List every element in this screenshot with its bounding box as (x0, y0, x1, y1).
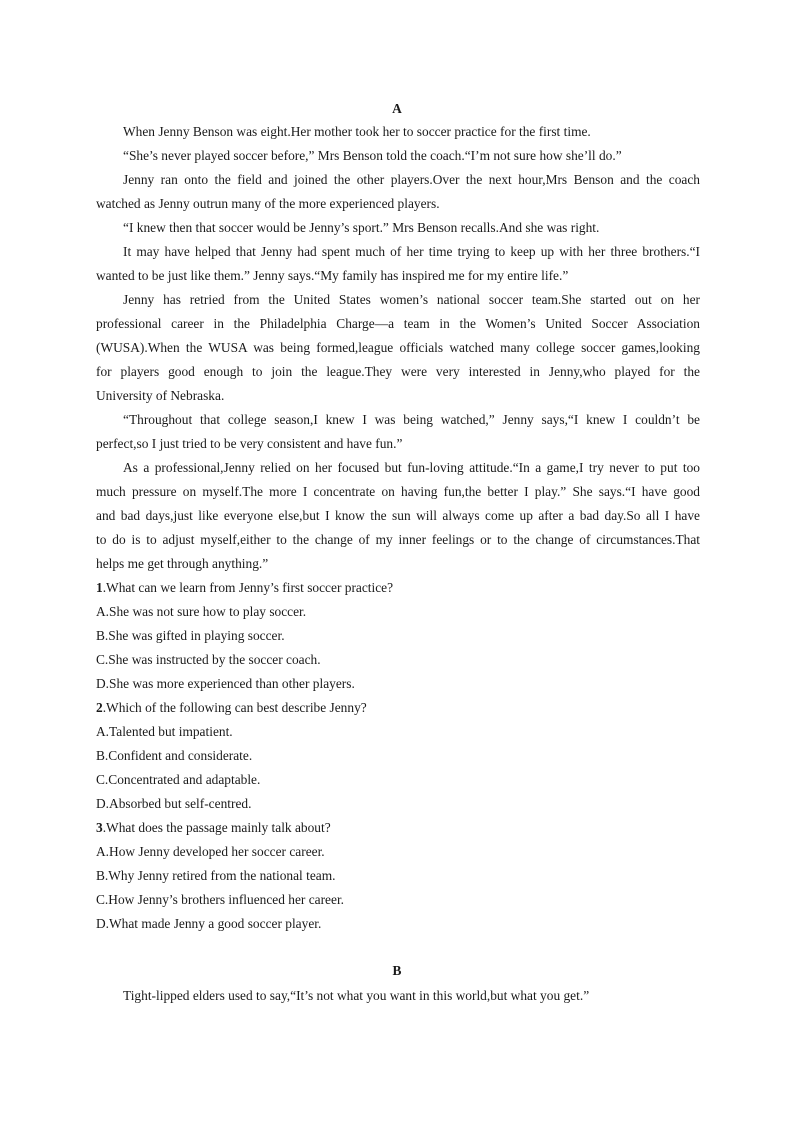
passage-line: for players good enough to join the league.They were very interested in Jenny,who played for the (96, 364, 700, 379)
passage-line: Jenny has retried from the United States women’s national soccer team.She started out on her (123, 292, 700, 307)
answer-option: C.Concentrated and adaptable. (96, 772, 261, 787)
passage-line: Tight-lipped elders used to say,“It’s not what you want in this world,but what you get.” (123, 988, 590, 1003)
question-2-stem (96, 698, 700, 718)
answer-option: B.She was gifted in playing soccer. (96, 628, 285, 643)
question-text: .What can we learn from Jenny’s first soccer practice? (102, 580, 394, 595)
question-3-stem (96, 818, 700, 838)
passage-line: “She’s never played soccer before,” Mrs Benson told the coach.“I’m not sure how she’ll do.” (123, 148, 622, 163)
passage-line: When Jenny Benson was eight.Her mother took her to soccer practice for the first time. (123, 124, 591, 139)
question-number: 1 (96, 580, 103, 595)
passage-line: Jenny ran onto the field and joined the other players.Over the next hour,Mrs Benson and the coach (123, 172, 700, 187)
question-1-stem (96, 578, 700, 598)
answer-option: A.How Jenny developed her soccer career. (96, 844, 325, 859)
question-text: .Which of the following can best describe Jenny? (102, 700, 367, 715)
passage-line: “I knew then that soccer would be Jenny’s sport.” Mrs Benson recalls.And she was right. (123, 220, 600, 235)
passage-line: “Throughout that college season,I knew I was being watched,” Jenny says,“I knew I couldn’t be (123, 412, 700, 427)
passage-line: to do is to adjust myself,either to the change of my inner feelings or to the change of circumstances.That (96, 532, 700, 547)
answer-option: D.Absorbed but self-centred. (96, 796, 252, 811)
passage-line: wanted to be just like them.” Jenny says.“My family has inspired me for my entire life.” (96, 268, 569, 283)
question-text: .What does the passage mainly talk about? (102, 820, 331, 835)
question-number: 3 (96, 820, 103, 835)
passage-line: University of Nebraska. (96, 388, 225, 403)
answer-option: A.Talented but impatient. (96, 724, 233, 739)
answer-option: D.What made Jenny a good soccer player. (96, 916, 322, 931)
passage-line: watched as Jenny outrun many of the more experienced players. (96, 196, 440, 211)
answer-option: C.How Jenny’s brothers influenced her career. (96, 892, 345, 907)
section-b-heading: B (392, 963, 402, 978)
passage-line: much pressure on myself.The more I concentrate on having fun,the better I play.” She says.“I have good (96, 484, 700, 499)
section-a-heading: A (392, 101, 402, 116)
answer-option: B.Why Jenny retired from the national team. (96, 868, 336, 883)
answer-option: C.She was instructed by the soccer coach. (96, 652, 321, 667)
passage-line: and bad days,just like everyone else,but I know the sun will always come up after a bad day.So all I have (96, 508, 700, 523)
answer-option: A.She was not sure how to play soccer. (96, 604, 307, 619)
question-number: 2 (96, 700, 103, 715)
passage-line: professional career in the Philadelphia Charge—a team in the Women’s United Soccer Association (96, 316, 700, 331)
answer-option: D.She was more experienced than other players. (96, 676, 355, 691)
passage-line: As a professional,Jenny relied on her focused but fun-loving attitude.“In a game,I try never to put too (123, 460, 700, 475)
passage-line: (WUSA).When the WUSA was being formed,league officials watched many college soccer games,looking (96, 340, 700, 355)
passage-line: perfect,so I just tried to be very consistent and have fun.” (96, 436, 403, 451)
answer-option: B.Confident and considerate. (96, 748, 253, 763)
passage-line: It may have helped that Jenny had spent much of her time trying to keep up with her three brothers.“I (123, 244, 700, 259)
passage-line: helps me get through anything.” (96, 556, 269, 571)
